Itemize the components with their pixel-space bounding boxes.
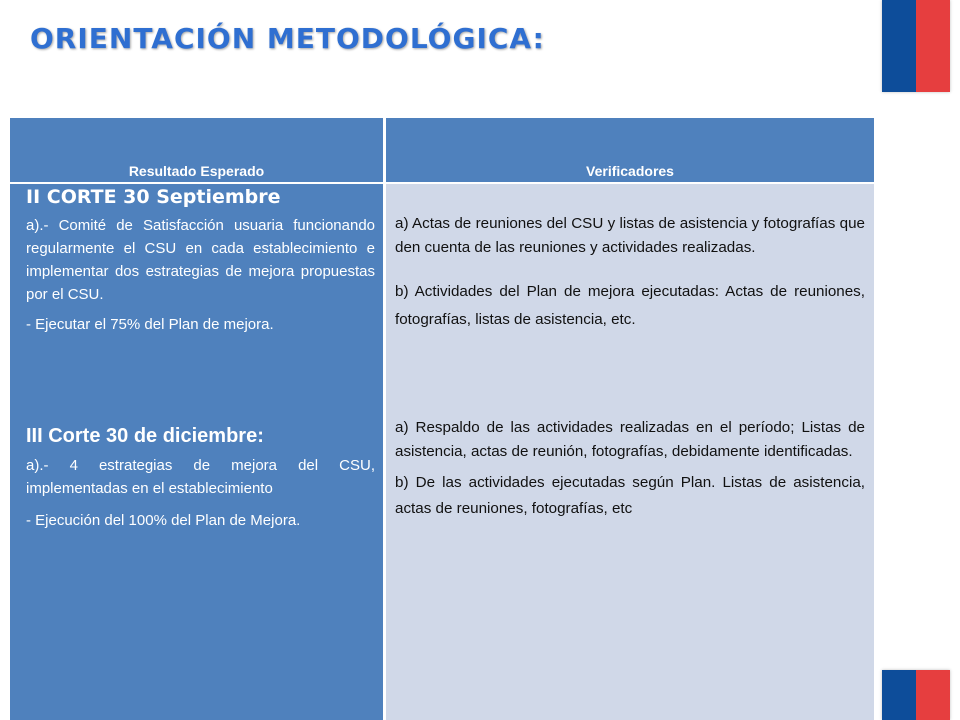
cut3-result-a: a).- 4 estrategias de mejora del CSU, implementadas en el establecimiento: [26, 457, 375, 497]
cut3-verifier-b: b) De las actividades ejecutadas según Plan. Listas de asistencia, actas de reuniones, fotografías, etc: [395, 474, 865, 517]
cut2-result-a: a).- Comité de Satisfacción usuaria funcionando regularmente el CSU en cada establecimiento e implementar dos estrategias de mejora propuestas por el CSU.: [26, 217, 375, 303]
cut3-result-b: - Ejecución del 100% del Plan de Mejora.: [26, 512, 301, 529]
flag-blue-stripe: [882, 0, 916, 92]
chile-flag-logo-bottom: [882, 670, 950, 720]
methodology-table: [10, 118, 874, 720]
flag-red-stripe: [916, 670, 950, 720]
chile-flag-logo-top: [882, 0, 950, 92]
cut2-verifier-a: a) Actas de reuniones del CSU y listas de asistencia y fotografías que den cuenta de las reuniones y actividades realizadas.: [395, 215, 865, 256]
cut2-result-b: - Ejecutar el 75% del Plan de mejora.: [26, 316, 274, 333]
cut2-verifier-b: b) Actividades del Plan de mejora ejecutadas: Actas de reuniones, fotografías, listas de asistencia, etc.: [395, 283, 865, 328]
header-verificadores: Verificadores: [386, 118, 874, 182]
verificadores-column: [386, 184, 874, 720]
cut3-title: III Corte 30 de diciembre:: [26, 425, 264, 447]
flag-blue-stripe: [882, 670, 916, 720]
header-resultado-esperado: Resultado Esperado: [10, 118, 383, 182]
page-title: ORIENTACIÓN METODOLÓGICA:: [30, 22, 545, 55]
flag-red-stripe: [916, 0, 950, 92]
cut2-title: II CORTE 30 Septiembre: [26, 186, 281, 208]
cut3-verifier-a: a) Respaldo de las actividades realizadas en el período; Listas de asistencia, actas de reunión, fotografías, debidamente identificadas.: [395, 419, 865, 460]
resultado-esperado-column: [10, 184, 383, 720]
